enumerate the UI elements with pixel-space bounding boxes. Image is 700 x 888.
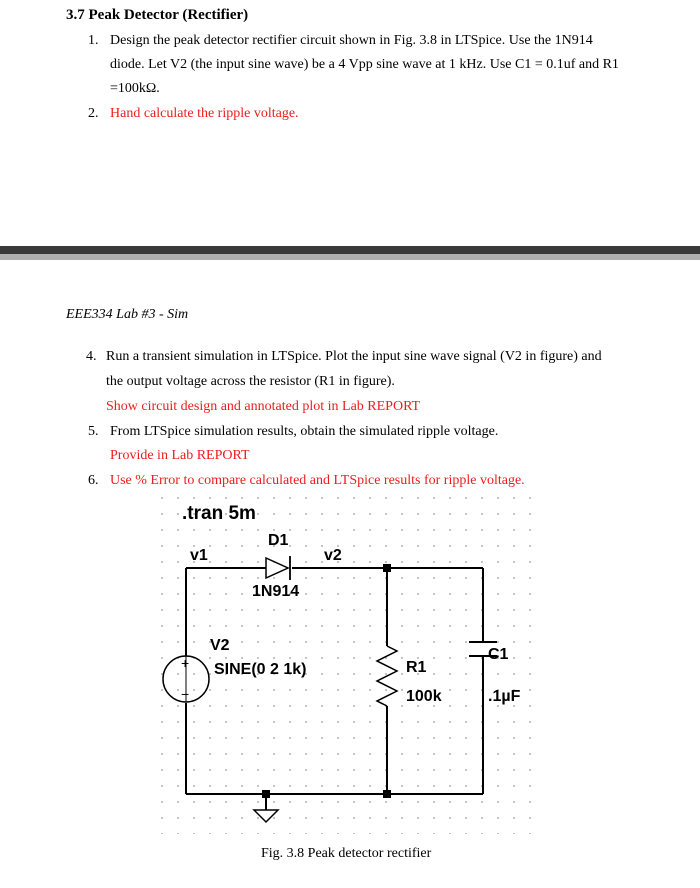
junction-ground	[262, 790, 270, 798]
item-1-line-2: diode. Let V2 (the input sine wave) be a 4 Vpp sine wave at 1 kHz. Use C1 = 0.1uf and R1	[110, 57, 619, 72]
item-4-number: 4.	[86, 349, 97, 364]
capacitor-name: C1	[488, 646, 509, 663]
page-header: EEE334 Lab #3 - Sim	[66, 307, 189, 322]
item-6-number: 6.	[88, 473, 99, 488]
item-2-number: 2.	[88, 106, 99, 121]
item-1-number: 1.	[88, 33, 99, 48]
schematic-grid	[154, 496, 538, 834]
source-minus-sign: −	[181, 686, 190, 702]
source-value: SINE(0 2 1k)	[214, 661, 307, 678]
item-1-line-3: =100kΩ.	[110, 81, 160, 96]
item-5-note: Provide in Lab REPORT	[110, 448, 250, 463]
source-plus-sign: +	[181, 655, 190, 671]
section-heading: 3.7 Peak Detector (Rectifier)	[66, 7, 249, 23]
item-1-line-1: Design the peak detector rectifier circuit shown in Fig. 3.8 in LTSpice. Use the 1N914	[110, 33, 593, 48]
capacitor-value: .1µF	[488, 688, 521, 705]
item-2-text: Hand calculate the ripple voltage.	[110, 106, 299, 121]
item-5-line-1: From LTSpice simulation results, obtain the simulated ripple voltage.	[110, 424, 499, 439]
item-5-number: 5.	[88, 424, 99, 439]
spice-directive: .tran 5m	[182, 503, 256, 524]
item-6-text: Use % Error to compare calculated and LTSpice results for ripple voltage.	[110, 473, 525, 488]
resistor-value: 100k	[406, 688, 442, 705]
item-4-line-2: the output voltage across the resistor (R1 in figure).	[106, 374, 395, 389]
source-name: V2	[210, 637, 230, 654]
resistor-name: R1	[406, 659, 427, 676]
figure-caption: Fig. 3.8 Peak detector rectifier	[261, 846, 432, 861]
diode-name: D1	[268, 532, 289, 549]
junction-top	[383, 564, 391, 572]
item-4-note: Show circuit design and annotated plot in Lab REPORT	[106, 399, 421, 414]
net-label-v2: v2	[324, 547, 342, 564]
diode-model: 1N914	[252, 583, 300, 600]
net-label-v1: v1	[190, 547, 208, 564]
item-4-line-1: Run a transient simulation in LTSpice. Plot the input sine wave signal (V2 in figure) and	[106, 349, 602, 364]
junction-bottom	[383, 790, 391, 798]
